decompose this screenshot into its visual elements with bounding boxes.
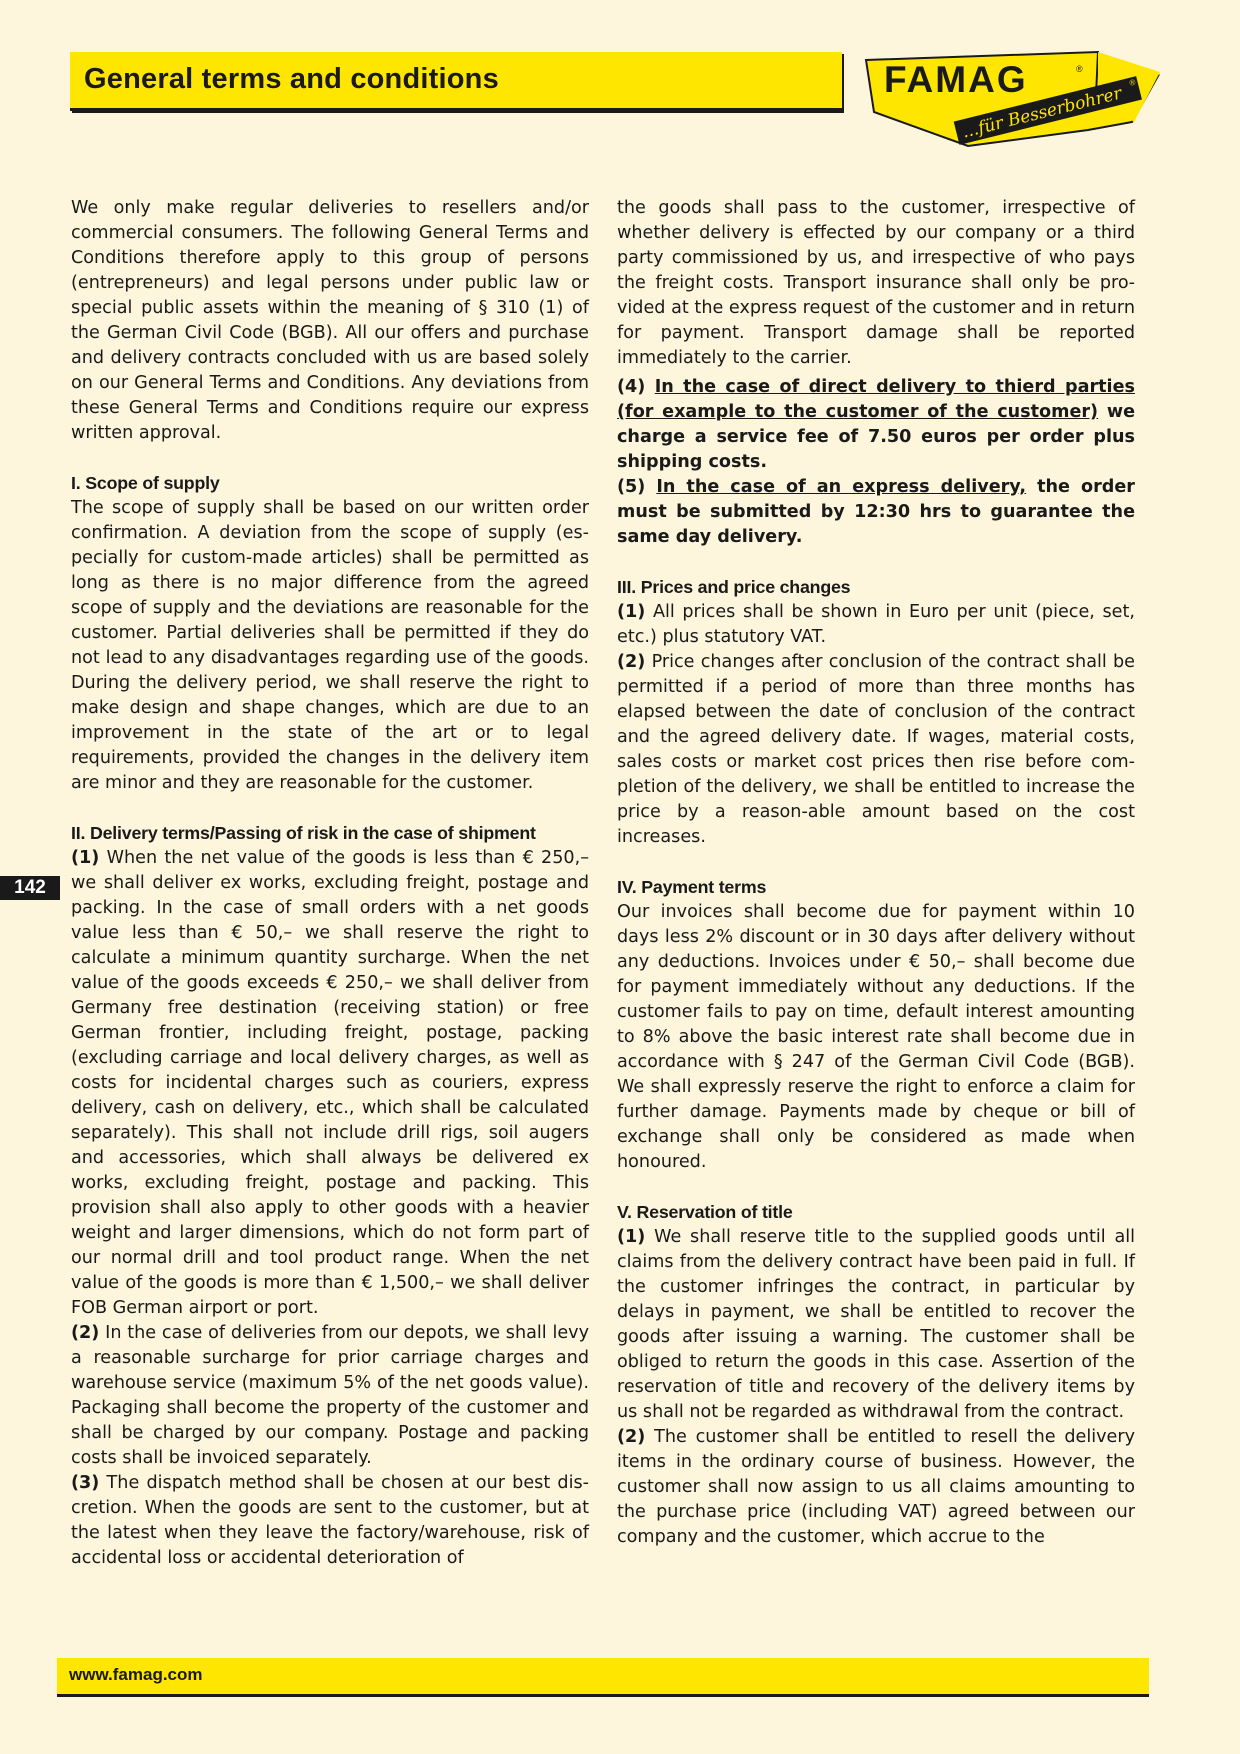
left-column (71, 196, 589, 1571)
delivery-clause-1 (71, 846, 589, 1321)
clause-number: (5) (617, 477, 646, 497)
right-column (617, 196, 1135, 1550)
clause-text: The customer shall be entitled to resell the delivery items in the ordinary course of business. However, the customer shall now assign to us all claims amounting to the purchase price (including VAT) agreed between our company and the customer, which accrue to the (617, 1427, 1136, 1547)
clause-number: (4) (617, 377, 646, 397)
logo-slogan: ...für Besserbohrer (960, 83, 1124, 143)
clause-text: In the case of deliveries from our depots, we shall levy a reasonable surcharge for prior carriage charges and warehouse service (maximum 5% of the net goods value). Packaging shall become the property of the customer and shall be charged by our company. Postage and packing costs shall be invoiced separately. (71, 1323, 589, 1468)
clause-text: We shall reserve title to the supplied goods until all claims from the delivery contract have been paid in full. If the customer infringes the contract, in particular by delays in payment, we shall be entitled to recover the goods after issuing a warning. The customer shall be obliged to return the goods in this case. Assertion of the reservation of title and recovery of the delivery items by us shall not be regarded as withdrawal from the contract. (617, 1227, 1136, 1422)
clause-number: (1) (617, 602, 646, 622)
clause-number: (1) (71, 848, 100, 868)
clause-number: (2) (617, 652, 646, 672)
section-heading-prices: III. Prices and price changes (617, 577, 851, 597)
prices-clause-2 (617, 650, 1135, 850)
payment-paragraph: Our invoices shall become due for payment within 10 days less 2% discount or in 30 days after delivery without any deductions. Invoices under € 50,– shall become due for payment immediately without any deductions. If the customer fails to pay on time, default interest amounting to 8% above the basic interest rate shall become due in accordance with § 247 of the German Civil Code (BGB). We shall expressly reserve the right to enforce a claim for further damage. Payments made by cheque or bill of exchange shall only be considered as made when honoured. (617, 902, 1135, 1172)
delivery-clause-3-continued: the goods shall pass to the customer, irrespective of whether delivery is effected by our company or a third party commissioned by us, and irrespective of who pays the freight costs. Transport insurance shall only be provided at the express request of the customer and in return for payment. Transport damage shall be reported immediately to the carrier. (617, 198, 1135, 368)
famag-logo (862, 50, 1162, 150)
section-heading-payment: IV. Payment terms (617, 877, 767, 897)
scope-paragraph: The scope of supply shall be based on our written order confirmation. A deviation from the scope of supply (especially for custom-made articles) shall be permitted as long as there is no major difference from the agreed scope of supply and the deviations are reasonable for the customer. Partial deliveries shall be permitted if they do not lead to any disadvantages regarding use of the goods. During the delivery period, we shall reserve the right to make design and shape changes, which are due to an improvement in the state of the art or to legal requirements, provided the changes in the delivery item are minor and they are reasonable for the customer. (71, 498, 589, 793)
reservation-clause-1 (617, 1225, 1135, 1425)
section-heading-scope: I. Scope of supply (71, 473, 220, 493)
footer-bar (57, 1658, 1149, 1697)
page-number: 142 (0, 876, 60, 900)
reservation-clause-2 (617, 1425, 1135, 1550)
paragraph-spacer (617, 1175, 1135, 1200)
clause-underlined-text: In the case of direct delivery to thierd parties (for example to the customer of the customer) (617, 377, 1135, 422)
famag-logo-graphic (862, 50, 1162, 150)
logo-wordmark: FAMAG (884, 59, 1028, 100)
clause-text: The dispatch method shall be chosen at our best discretion. When the goods are sent to the customer, but at the latest when they leave the factory/warehouse, risk of accidental loss or accidental deterioration of (71, 1473, 590, 1568)
intro-paragraph: We only make regular deliveries to resellers and/or commercial consumers. The following General Terms and Conditions therefore apply to this group of persons (entrepreneurs) and legal persons under public law or special public assets within the meaning of § 310 (1) of the German Civil Code (BGB). All our offers and purchase and delivery contracts concluded with us are based solely on our General Terms and Conditions. Any deviations from these General Terms and Conditions require our express written approval. (71, 198, 589, 443)
delivery-clause-4 (617, 375, 1135, 475)
paragraph-spacer (617, 850, 1135, 875)
prices-clause-1 (617, 600, 1135, 650)
clause-text: All prices shall be shown in Euro per unit (piece, set, etc.) plus statutory VAT. (617, 602, 1135, 647)
delivery-clause-5 (617, 475, 1135, 550)
paragraph-spacer (71, 446, 589, 471)
clause-number: (1) (617, 1227, 646, 1247)
clause-number: (2) (71, 1323, 100, 1343)
clause-text: we charge a service fee of 7.50 euros per order plus shipping costs. (617, 402, 1135, 472)
clause-text: When the net value of the goods is less than € 250,– we shall deliver ex works, excluding freight, postage and packing. In the case of small orders with a net goods value less than € 50,– we shall reserve the right to calculate a minimum quantity surcharge. When the net value of the goods exceeds € 250,– we shall deliver from Germany free destination (receiving station) or free German frontier, including freight, postage, packing (excluding carriage and local delivery charges, as well as costs for incidental charges such as couriers, express delivery, cash on delivery, etc., which shall be calculated separately). This shall not include drill rigs, soil augers and accessories, which shall always be delivered ex works, excluding freight, postage and packing. This provision shall also apply to other goods with a heavier weight and larger dimensions, which do not form part of our normal drill and tool product range. When the net value of the goods is more than € 1,500,– we shall deliver FOB German airport or port. (71, 848, 590, 1318)
section-heading-reservation: V. Reservation of title (617, 1202, 793, 1222)
header-title-bar (70, 52, 842, 111)
logo-slogan-registered: ® (1128, 77, 1137, 88)
logo-registered-mark: ® (1076, 64, 1083, 74)
footer-website-link[interactable]: www.famag.com (69, 1665, 203, 1684)
clause-number: (3) (71, 1473, 100, 1493)
page-title: General terms and conditions (84, 63, 499, 95)
clause-text: the order must be submitted by 12:30 hrs to guarantee the same day delivery. (617, 477, 1135, 547)
section-heading-delivery: II. Delivery terms/Passing of risk in the case of shipment (71, 823, 536, 843)
clause-underlined-text: In the case of an express delivery, (656, 477, 1027, 497)
paragraph-spacer (617, 550, 1135, 575)
delivery-clause-2 (71, 1321, 589, 1471)
delivery-clause-3 (71, 1471, 589, 1571)
clause-text: Price changes after conclusion of the contract shall be permitted if a period of more than three months has elapsed between the date of conclusion of the contract and the agreed delivery date. If wages, material costs, sales costs or market cost prices then rise before completion of the delivery, we shall be entitled to increase the price by a reason-able amount based on the cost increases. (617, 652, 1135, 847)
clause-number: (2) (617, 1427, 646, 1447)
paragraph-spacer (71, 796, 589, 821)
